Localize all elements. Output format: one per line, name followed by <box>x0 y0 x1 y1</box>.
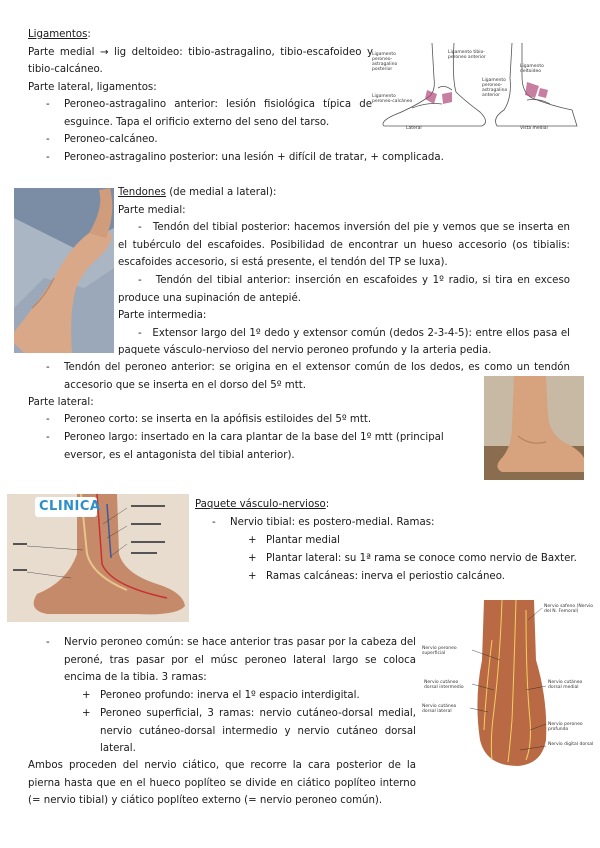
tendones-lateral-heading: Parte lateral: <box>28 397 94 408</box>
foot-illustration <box>484 376 584 480</box>
ligamentos-section <box>28 26 373 96</box>
list-item: - Peroneo-calcáneo. <box>64 131 394 149</box>
list-item: - Peroneo largo: insertado en la cara plantar de la base del 1º mtt (principal eversor, es el antagonista del tibial anterior). <box>64 429 478 464</box>
list-item: + Peroneo superficial, 3 ramas: nervio cutáneo-dorsal medial, nervio cutáneo-dorsal intermedio y nervio cutáneo dorsal lateral. <box>100 705 416 758</box>
figure-label: Vista medial <box>520 126 548 131</box>
nerve-anatomy-figure <box>7 494 189 622</box>
figure-label: Nervio safeno (Nervio del N. Femoral) <box>544 604 593 614</box>
tendones-medial-heading: Parte medial: <box>118 204 186 216</box>
figure-label: Nervio cutáneo dorsal intermedio <box>424 680 464 690</box>
ankle-ligaments-figure <box>372 38 582 136</box>
ligamentos-medial: Parte medial → lig deltoideo: tibio-astragalino, tibio-escafoideo y tibio-calcáneo. <box>28 46 373 76</box>
closing-paragraph: Ambos proceden del nervio ciático, que recorre la cara posterior de la pierna hasta que en el hueco poplíteo se divide en ciático poplíteo interno (= nervio tibial) y ciático poplíteo externo (= nervio peroneo común). <box>28 760 416 807</box>
list-item: + Peroneo profundo: inerva el 1º espacio interdigital. <box>100 687 420 705</box>
tendones-intermedia-heading: Parte intermedia: <box>118 310 207 322</box>
tendones-section <box>118 184 570 360</box>
hand-illustration <box>14 188 114 353</box>
paquete-heading: Paquete vásculo-nervioso: <box>195 499 330 510</box>
figure-label: Nervio peroneo superficial <box>422 646 457 656</box>
figure-label: Ligamento tibio-peroneo anterior <box>448 50 486 60</box>
figure-label: Ligamento deltoideo <box>520 64 544 74</box>
figure-label: Lateral <box>406 126 422 131</box>
figure-label: Ligamento peroneo-astragalino posterior <box>372 52 398 72</box>
clinica-logo <box>35 497 101 517</box>
figure-label: Ligamento peroneo-calcáneo <box>372 94 413 104</box>
figure-label: Nervio cutáneo dorsal medial <box>548 680 583 690</box>
figure-label: Nervio cutáneo dorsal lateral <box>422 704 457 714</box>
tendon-tibial-anterior: - Tendón del tibial anterior: inserción en escafoides y 1º radio, si tira en exceso produce una supinación de antepié. <box>118 274 570 304</box>
dorsal-foot-nerve-figure <box>422 600 600 768</box>
foot-photo <box>484 376 584 480</box>
list-item: + Ramas calcáneas: inerva el periostio calcáneo. <box>266 568 586 586</box>
nervio-peroneo-comun: - Nervio peroneo común: se hace anterior tras pasar por la cabeza del peroné, tras pasar por el músc peroneo lateral largo se coloca encima de la tibia. 3 ramas: <box>64 634 416 687</box>
ligamentos-lateral-heading: Parte lateral, ligamentos: <box>28 81 157 93</box>
figure-label: Nervio digital dorsal <box>548 742 594 747</box>
list-item: + Plantar medial <box>266 532 566 550</box>
figure-label: Nervio peroneo profundo <box>548 722 583 732</box>
figure-label: Ligamento peroneo-astragalino anterior <box>482 78 508 98</box>
list-item: - Peroneo-astragalino anterior: lesión fisiológica típica de esguince. Tapa el orificio externo del seno del tarso. <box>64 96 372 131</box>
tendon-peroneo-anterior: - Tendón del peroneo anterior: se origina en el extensor común de los dedos, es como un tendón accesorio que se inserta en el dorso del 5º mtt. <box>64 359 570 394</box>
list-item: - Peroneo-astragalino posterior: una lesión + difícil de tratar, + complicada. <box>64 149 484 167</box>
list-item: - Peroneo corto: se inserta en la apófisis estiloides del 5º mtt. <box>64 411 474 429</box>
hand-photo <box>14 188 114 353</box>
ligamentos-heading: Ligamentos: <box>28 29 91 40</box>
nervio-tibial: - Nervio tibial: es postero-medial. Ramas: <box>230 514 530 532</box>
list-item: + Plantar lateral: su 1ª rama se conoce como nervio de Baxter. <box>266 550 586 568</box>
tendon-tibial-posterior: - Tendón del tibial posterior: hacemos inversión del pie y vemos que se inserta en el tubérculo del escafoides. Posibilidad de encontrar un hueso accesorio (os tibialis: escafoides accesorio, si está presente, el tendón del TP se luxa). <box>118 222 570 269</box>
tendones-heading: Tendones (de medial a lateral): <box>118 187 277 198</box>
clinica-logo-text: CLINICA <box>39 499 101 514</box>
tendon-extensor: - Extensor largo del 1º dedo y extensor común (dedos 2-3-4-5): entre ellos pasa el paquete vásculo-nervioso del nervio peroneo profundo y la arteria pedia. <box>118 327 570 357</box>
